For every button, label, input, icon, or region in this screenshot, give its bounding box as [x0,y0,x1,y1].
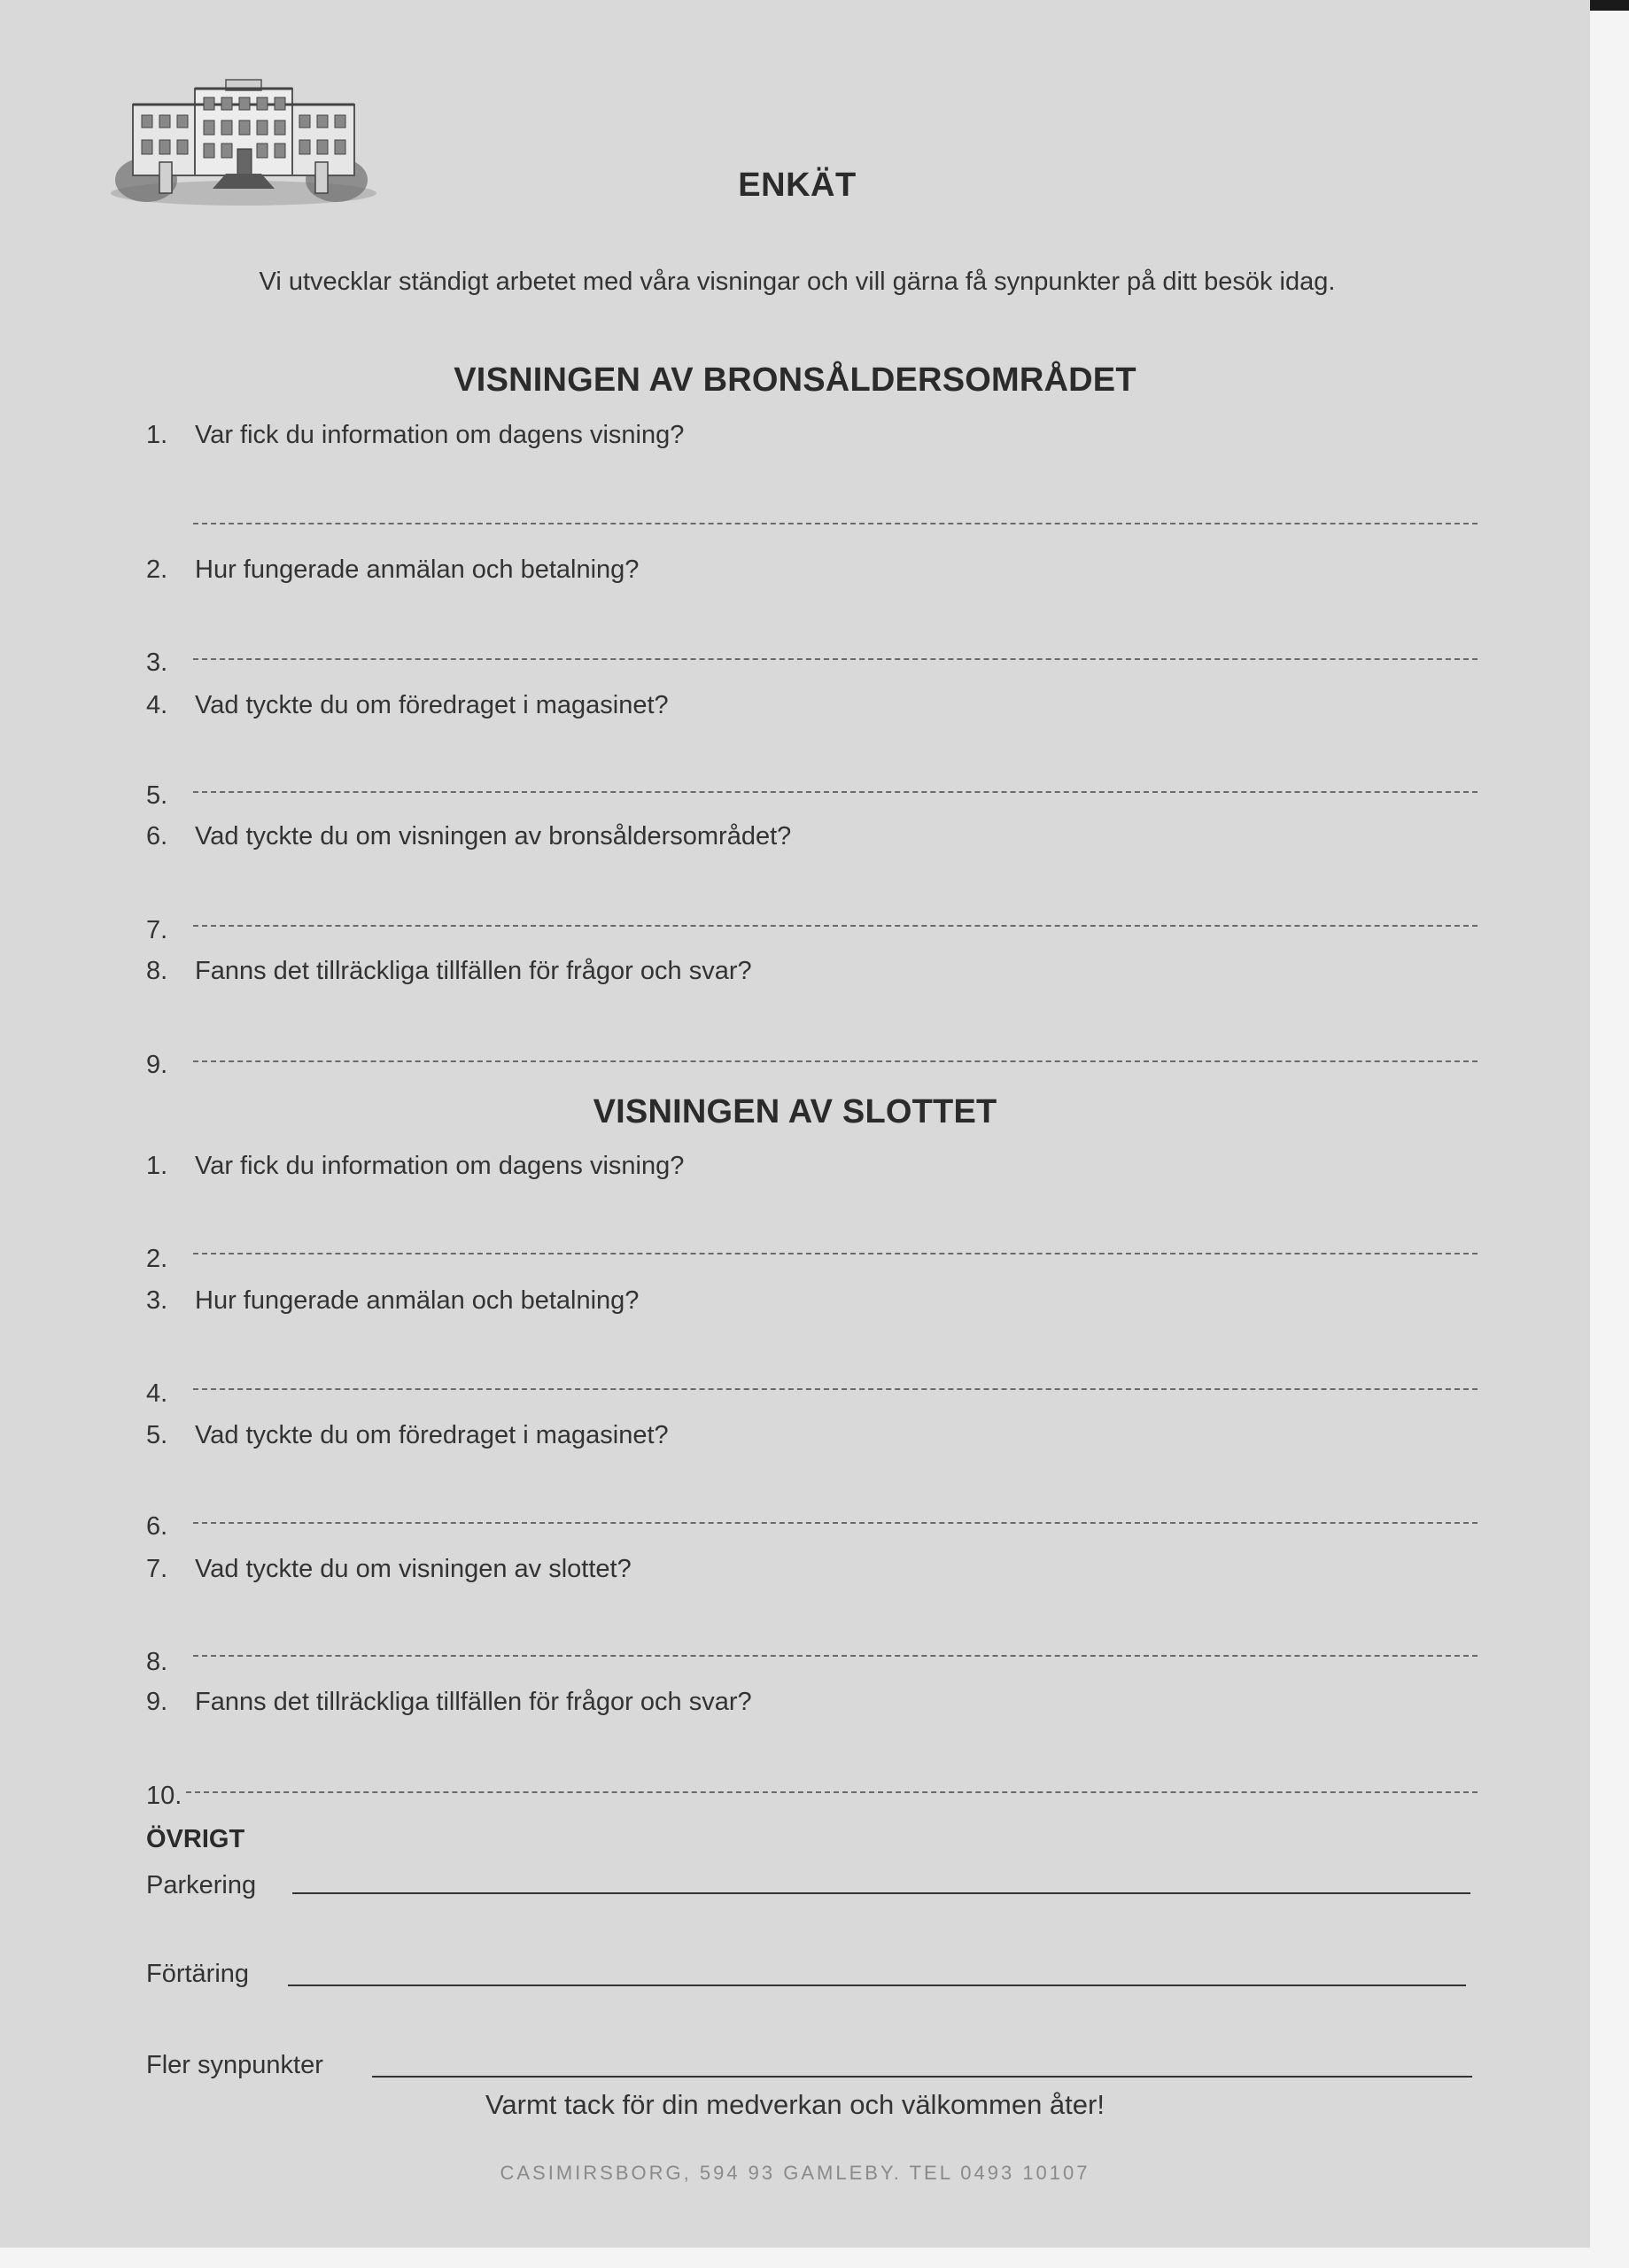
answer-line[interactable] [193,1253,1478,1254]
question-text: Hur fungerade anmälan och betalning? [195,1286,640,1315]
parking-label: Parkering [146,1871,257,1899]
question-number: 8. [146,957,168,985]
question-text: Vad tyckte du om föredraget i magasinet? [195,691,669,719]
question-row [146,421,684,450]
scan-margin-right [1590,11,1629,2268]
answer-line[interactable] [193,1388,1478,1390]
question-row [146,555,639,585]
question-text: Var fick du information om dagens visning? [195,1152,685,1180]
answer-number: 5. [146,781,168,810]
answer-number: 3. [146,649,168,677]
question-text: Vad tyckte du om föredraget i magasinet? [195,1421,669,1449]
question-number: 2. [146,555,168,584]
answer-line[interactable] [193,925,1478,927]
parking-field[interactable] [292,1892,1470,1894]
scan-margin-bottom [0,2248,1590,2268]
answer-line[interactable] [193,791,1478,793]
answer-number: 6. [146,1512,168,1541]
question-row [146,1286,639,1316]
question-text: Vad tyckte du om visningen av slottet? [195,1555,632,1583]
page-title: ENKÄT [738,167,857,204]
question-row [146,1421,669,1450]
question-text: Fanns det tillräckliga tillfällen för frågor och svar? [195,1688,752,1716]
answer-line[interactable] [186,1791,1478,1793]
more-comments-label: Fler synpunkter [146,2051,323,2079]
question-row [146,1152,684,1181]
answer-number: 10. [146,1782,182,1810]
answer-number: 9. [146,1051,168,1079]
answer-number: 4. [146,1379,168,1408]
other-heading: ÖVRIGT [146,1825,245,1853]
question-number: 7. [146,1555,168,1583]
question-number: 1. [146,1152,168,1180]
castle-logo-icon [106,69,381,211]
question-row [146,1688,752,1717]
section-heading-castle: VISNINGEN AV SLOTTET [593,1093,997,1130]
answer-line[interactable] [193,1522,1478,1524]
question-number: 5. [146,1421,168,1449]
answer-number: 8. [146,1648,168,1676]
question-row [146,822,791,851]
thank-you-text: Varmt tack för din medverkan och välkommen åter! [485,2089,1105,2120]
question-row [146,691,669,720]
answer-line[interactable] [193,1655,1478,1657]
answer-line[interactable] [193,523,1478,524]
intro-text: Vi utvecklar ständigt arbetet med våra visningar och vill gärna få synpunkter på ditt besök idag. [259,268,1336,296]
footer-address: CASIMIRSBORG, 594 93 GAMLEBY. TEL 0493 10107 [500,2162,1090,2184]
question-number: 6. [146,822,168,850]
question-number: 3. [146,1286,168,1315]
question-number: 9. [146,1688,168,1716]
question-text: Var fick du information om dagens visning? [195,421,685,449]
question-row [146,1555,632,1584]
more-comments-field[interactable] [372,2076,1472,2078]
question-number: 4. [146,691,168,719]
food-label: Förtäring [146,1960,250,1988]
question-text: Fanns det tillräckliga tillfällen för frågor och svar? [195,957,752,985]
question-number: 1. [146,421,168,449]
question-text: Vad tyckte du om visningen av bronsåldersområdet? [195,822,792,850]
answer-line[interactable] [193,658,1478,660]
section-heading-bronze-age: VISNINGEN AV BRONSÅLDERSOMRÅDET [454,361,1136,399]
answer-line[interactable] [193,1060,1478,1062]
scan-edge [1590,0,1629,11]
question-row [146,957,752,986]
answer-number: 7. [146,916,168,944]
answer-number: 2. [146,1245,168,1273]
question-text: Hur fungerade anmälan och betalning? [195,555,640,584]
food-field[interactable] [288,1984,1466,1986]
